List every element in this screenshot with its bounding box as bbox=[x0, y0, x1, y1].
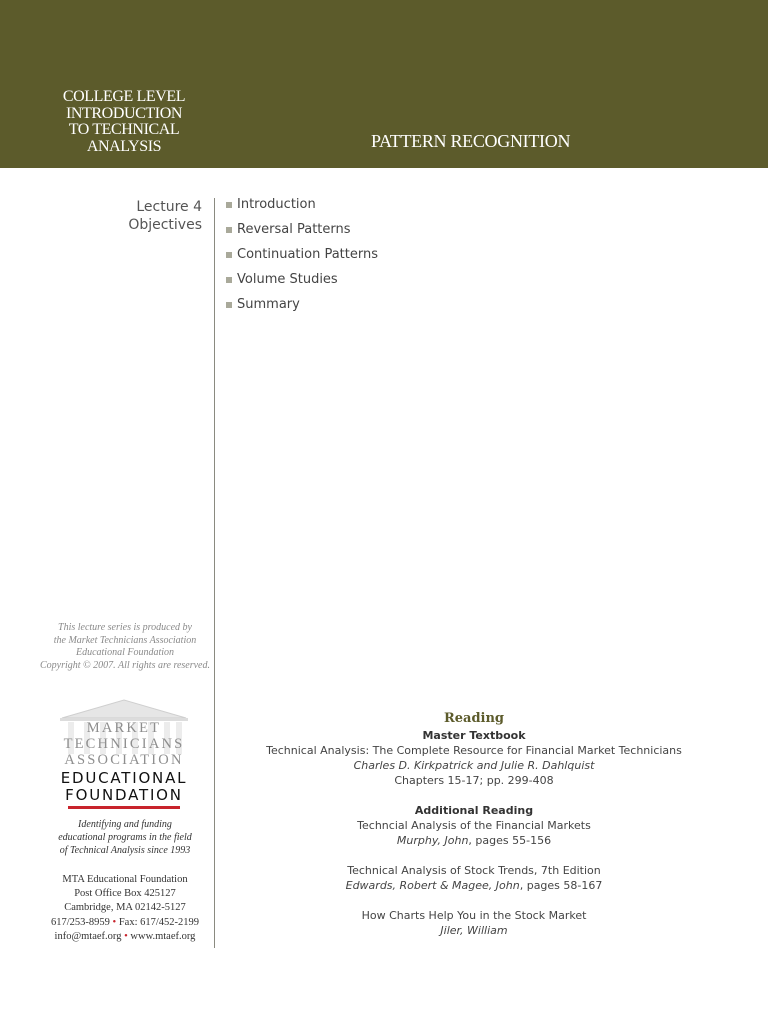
book-title: Technical Analysis of Stock Trends, 7th Edition bbox=[347, 864, 601, 877]
spacer bbox=[240, 848, 708, 863]
square-bullet-icon bbox=[226, 277, 232, 283]
contact-address bbox=[40, 873, 210, 944]
website-link[interactable]: www.mtaef.org bbox=[130, 930, 196, 942]
email-link[interactable]: info@mtaef.org bbox=[54, 930, 122, 942]
tagline-line: Identifying and funding bbox=[78, 819, 172, 830]
course-title-line: TO TECHNICAL bbox=[68, 121, 180, 138]
master-textbook-chapters: Chapters 15-17; pp. 299-408 bbox=[394, 774, 554, 787]
objective-text: Reversal Patterns bbox=[237, 222, 351, 237]
objective-item bbox=[226, 296, 378, 321]
reading-heading: Reading bbox=[443, 711, 505, 726]
master-textbook-title: Technical Analysis: The Complete Resource for Financial Market Technicians bbox=[266, 744, 682, 757]
phone-number: 617/253-8959 bbox=[50, 916, 110, 928]
credit-line: Educational Foundation bbox=[75, 647, 175, 658]
course-title-line: COLLEGE LEVEL bbox=[62, 88, 186, 105]
logo-word: TECHNICIANS bbox=[63, 736, 185, 752]
square-bullet-icon bbox=[226, 302, 232, 308]
header-banner bbox=[0, 0, 768, 168]
fax-number: Fax: 617/452-2199 bbox=[118, 916, 200, 928]
master-textbook-label: Master Textbook bbox=[422, 729, 526, 742]
additional-reading-label: Additional Reading bbox=[414, 804, 534, 817]
vertical-divider bbox=[214, 198, 215, 948]
course-title-line: ANALYSIS bbox=[86, 137, 162, 155]
lecture-label bbox=[100, 198, 202, 234]
reading-section bbox=[240, 710, 708, 938]
tagline-line: educational programs in the field bbox=[58, 832, 192, 843]
spacer bbox=[240, 788, 708, 803]
objective-item bbox=[226, 271, 378, 296]
square-bullet-icon bbox=[226, 202, 232, 208]
objectives-label: Objectives bbox=[128, 217, 202, 233]
credit-line: the Market Technicians Association bbox=[53, 634, 197, 646]
objective-item bbox=[226, 196, 378, 221]
org-name: MTA Educational Foundation bbox=[62, 874, 188, 885]
book-citation bbox=[240, 878, 708, 893]
objective-text: Continuation Patterns bbox=[237, 247, 379, 262]
tagline-line: of Technical Analysis since 1993 bbox=[59, 845, 191, 856]
city-line: Cambridge, MA 02142-5127 bbox=[64, 902, 186, 914]
book-author: Edwards, Robert & Magee, John bbox=[345, 879, 520, 892]
po-box: Post Office Box 425127 bbox=[74, 888, 176, 900]
square-bullet-icon bbox=[226, 227, 232, 233]
logo-word: FOUNDATION bbox=[65, 786, 183, 804]
objective-text: Summary bbox=[237, 297, 300, 312]
objective-text: Volume Studies bbox=[237, 272, 338, 287]
logo-word: MARKET bbox=[86, 720, 162, 736]
section-title: PATTERN RECOGNITION bbox=[371, 131, 571, 151]
logo-underline bbox=[68, 806, 180, 809]
production-credit bbox=[30, 622, 220, 672]
objectives-list bbox=[226, 196, 378, 321]
book-title: Techncial Analysis of the Financial Markets bbox=[357, 819, 591, 832]
credit-line: This lecture series is produced by bbox=[58, 622, 192, 633]
copyright-line: Copyright © 2007. All rights are reserved. bbox=[40, 659, 210, 671]
objective-item bbox=[226, 221, 378, 246]
separator-dot-icon: • bbox=[124, 930, 128, 942]
book-citation bbox=[240, 833, 708, 848]
foundation-tagline bbox=[50, 818, 200, 857]
spacer bbox=[240, 893, 708, 908]
lecture-number: Lecture 4 bbox=[136, 199, 202, 215]
objective-text: Introduction bbox=[237, 197, 316, 212]
book-title: How Charts Help You in the Stock Market bbox=[361, 909, 587, 922]
logo-word: EDUCATIONAL bbox=[60, 769, 188, 787]
book-pages: , pages 58-167 bbox=[519, 879, 603, 892]
course-title bbox=[56, 89, 192, 155]
course-title-line: INTRODUCTION bbox=[65, 104, 183, 122]
book-pages: , pages 55-156 bbox=[468, 834, 552, 847]
master-textbook-authors: Charles D. Kirkpatrick and Julie R. Dahlquist bbox=[353, 759, 595, 772]
separator-dot-icon: • bbox=[112, 916, 117, 928]
book-author: Jiler, William bbox=[440, 924, 508, 937]
objective-item bbox=[226, 246, 378, 271]
mta-logo bbox=[54, 698, 194, 814]
square-bullet-icon bbox=[226, 252, 232, 258]
phone-line bbox=[40, 916, 210, 930]
logo-word: ASSOCIATION bbox=[64, 752, 184, 768]
book-author: Murphy, John bbox=[396, 834, 469, 847]
web-line bbox=[40, 930, 210, 944]
